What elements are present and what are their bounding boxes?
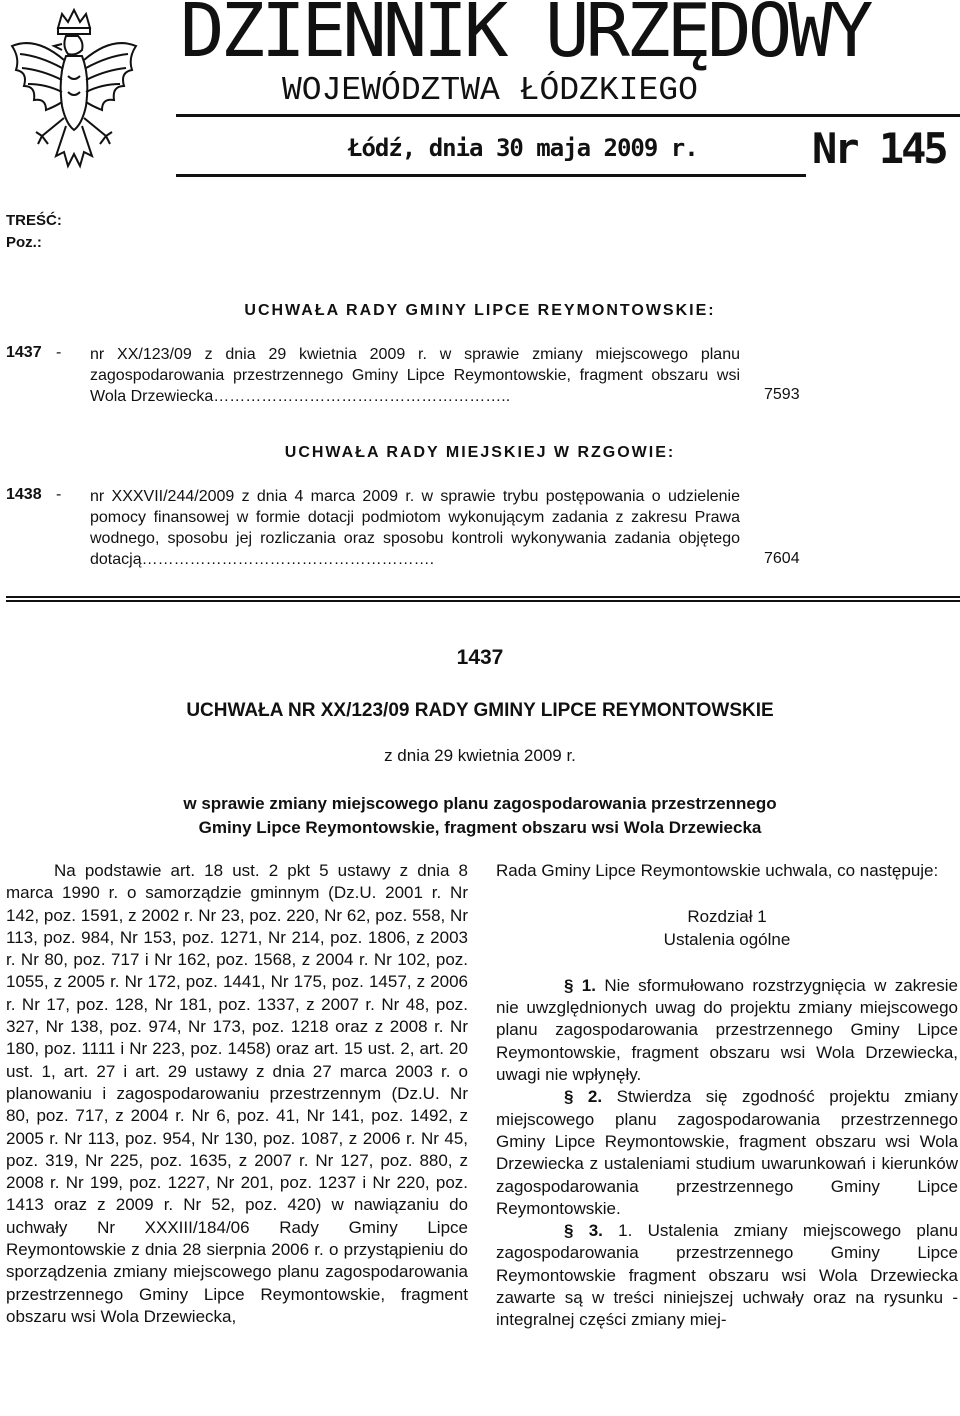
- paragraph: [496, 1220, 958, 1331]
- entry-page: 7593: [764, 386, 800, 403]
- act-subject-line: Gminy Lipce Reymontowskie, fragment obszaru wsi Wola Drzewiecka: [198, 818, 762, 837]
- entry-text: nr XX/123/09 z dnia 29 kwietnia 2009 r. w sprawie zmiany miejscowego planu zagospodarowania przestrzennego Gminy Lipce Reymontowskie, fragment obszaru wsi Wola Drzewiecka………………………………………………..: [90, 346, 740, 405]
- issue-number: Nr 145: [812, 124, 946, 173]
- chapter-title: Ustalenia ogólne: [663, 929, 791, 949]
- act-subject: [80, 792, 880, 840]
- entry-number: 1437: [6, 344, 42, 361]
- section-divider: [6, 596, 960, 602]
- paragraph-text: 1. Ustalenia zmiany miejscowego planu zagospodarowania przestrzennego Gminy Lipce Reymontowskie fragment obszaru wsi Wola Drzewiecka zawarte są w treści niniejszej uchwały oraz na rysunku - integralnej części zmiany miej-: [496, 1221, 959, 1330]
- poz-label: Poz.:: [6, 234, 42, 251]
- contents-section-heading: UCHWAŁA RADY MIEJSKIEJ W RZGOWIE:: [284, 444, 676, 461]
- date-rule: [176, 174, 806, 177]
- entry-page: 7604: [764, 550, 800, 567]
- entry-dash: -: [56, 344, 62, 361]
- paragraph: [496, 1086, 958, 1220]
- act-number: 1437: [456, 646, 504, 669]
- issue-date: Łódź, dnia 30 maja 2009 r.: [348, 134, 698, 162]
- entry-dash: -: [56, 486, 62, 503]
- entry-number: 1438: [6, 486, 42, 503]
- entry-text: nr XXXVII/244/2009 z dnia 4 marca 2009 r. w sprawie trybu postępowania o udzielenie pomocy finansowej w formie dotacji podmiotom wykonującym zadania z zakresu Prawa wodnego, sposobu jej rozliczania oraz sposobu kontroli wykonywania zadania objętego dotacją……………………………………………….: [90, 488, 740, 568]
- right-column: [496, 860, 958, 1332]
- paragraph-mark: § 1.: [564, 975, 596, 995]
- paragraph-text: Stwierdza się zgodność projektu zmiany miejscowego planu zagospodarowania przestrzennego Gminy Lipce Reymontowskie, fragment obszaru wsi Wola Drzewiecka z ustaleniami studium uwarunkowań i kierunków zagospodarowania przestrzennego Gminy Lipce Reymontowskie.: [496, 1087, 959, 1218]
- chapter-number: Rozdział 1: [687, 907, 767, 927]
- masthead-rule: [176, 114, 960, 117]
- journal-title: DZIENNIK URZĘDOWY: [180, 0, 870, 74]
- act-date: z dnia 29 kwietnia 2009 r.: [384, 746, 576, 765]
- act-subject-line: w sprawie zmiany miejscowego planu zagospodarowania przestrzennego: [183, 794, 777, 813]
- paragraph-mark: § 3.: [564, 1221, 603, 1241]
- contents-label: TREŚĆ:: [6, 212, 62, 229]
- journal-subtitle: WOJEWÓDZTWA ŁÓDZKIEGO: [282, 72, 698, 109]
- polish-eagle-emblem-icon: [6, 6, 142, 182]
- left-column: [6, 860, 468, 1328]
- preamble: Na podstawie art. 18 ust. 2 pkt 5 ustawy z dnia 8 marca 1990 r. o samorządzie gminnym (Dz.U. 2001 r. Nr 142, poz. 1591, z 2002 r. Nr 23, poz. 220, Nr 62, poz. 558, Nr 113, poz. 984, Nr 153, poz. 1271, Nr 214, poz. 1806, z 2003 r. Nr 80, poz. 717 i Nr 162, poz. 1568, z 2004 r. Nr 102, poz. 1055, z 2005 r. Nr 172, poz. 1441, Nr 175, poz. 1457, z 2006 r. Nr 17, poz. 128, Nr 181, poz. 1337, z 2007 r. Nr 48, poz. 327, Nr 138, poz. 974, Nr 173, poz. 1218 oraz z 2008 r. Nr 180, poz. 1111 i Nr 223, poz. 1458) oraz art. 15 ust. 2, art. 20 ust. 1, art. 27 i art. 29 ustawy z dnia 27 marca 2003 r. o planowaniu i zagospodarowaniu przestrzennym (Dz.U. Nr 80, poz. 717, z 2004 r. Nr 6, poz. 41, Nr 141, poz. 1492, z 2005 r. Nr 113, poz. 954, Nr 130, poz. 1087, z 2006 r. Nr 45, poz. 319, Nr 225, poz. 1635, z 2007 r. Nr 127, poz. 880, z 2008 r. Nr 199, poz. 1227, Nr 201, poz. 1237 i Nr 220, poz. 1413 oraz z 2009 r. Nr 52, poz. 420) w nawiązaniu do uchwały Nr XXXIII/184/06 Rady Gminy Lipce Reymontowskie z dnia 28 sierpnia 2006 r. o przystąpieniu do sporządzenia zmiany miejscowego planu zagospodarowania przestrzennego Gminy Lipce Reymontowskie, fragment obszaru wsi Wola Drzewiecka,: [6, 861, 468, 1326]
- paragraph-text: Nie sformułowano rozstrzygnięcia w zakresie nie uwzględnionych uwag do projektu zmiany miejscowego planu zagospodarowania przestrzennego Gminy Lipce Reymontowskie, fragment obszaru wsi Wola Drzewiecka, uwagi nie wpłynęły.: [496, 975, 958, 1085]
- contents-section-heading: UCHWAŁA RADY GMINY LIPCE REYMONTOWSKIE:: [244, 302, 716, 319]
- act-title: UCHWAŁA NR XX/123/09 RADY GMINY LIPCE REYMONTOWSKIE: [186, 700, 774, 721]
- paragraph-mark: § 2.: [564, 1087, 603, 1107]
- resolution-clause: Rada Gminy Lipce Reymontowskie uchwala, co następuje:: [496, 861, 939, 880]
- paragraph: [496, 975, 958, 1086]
